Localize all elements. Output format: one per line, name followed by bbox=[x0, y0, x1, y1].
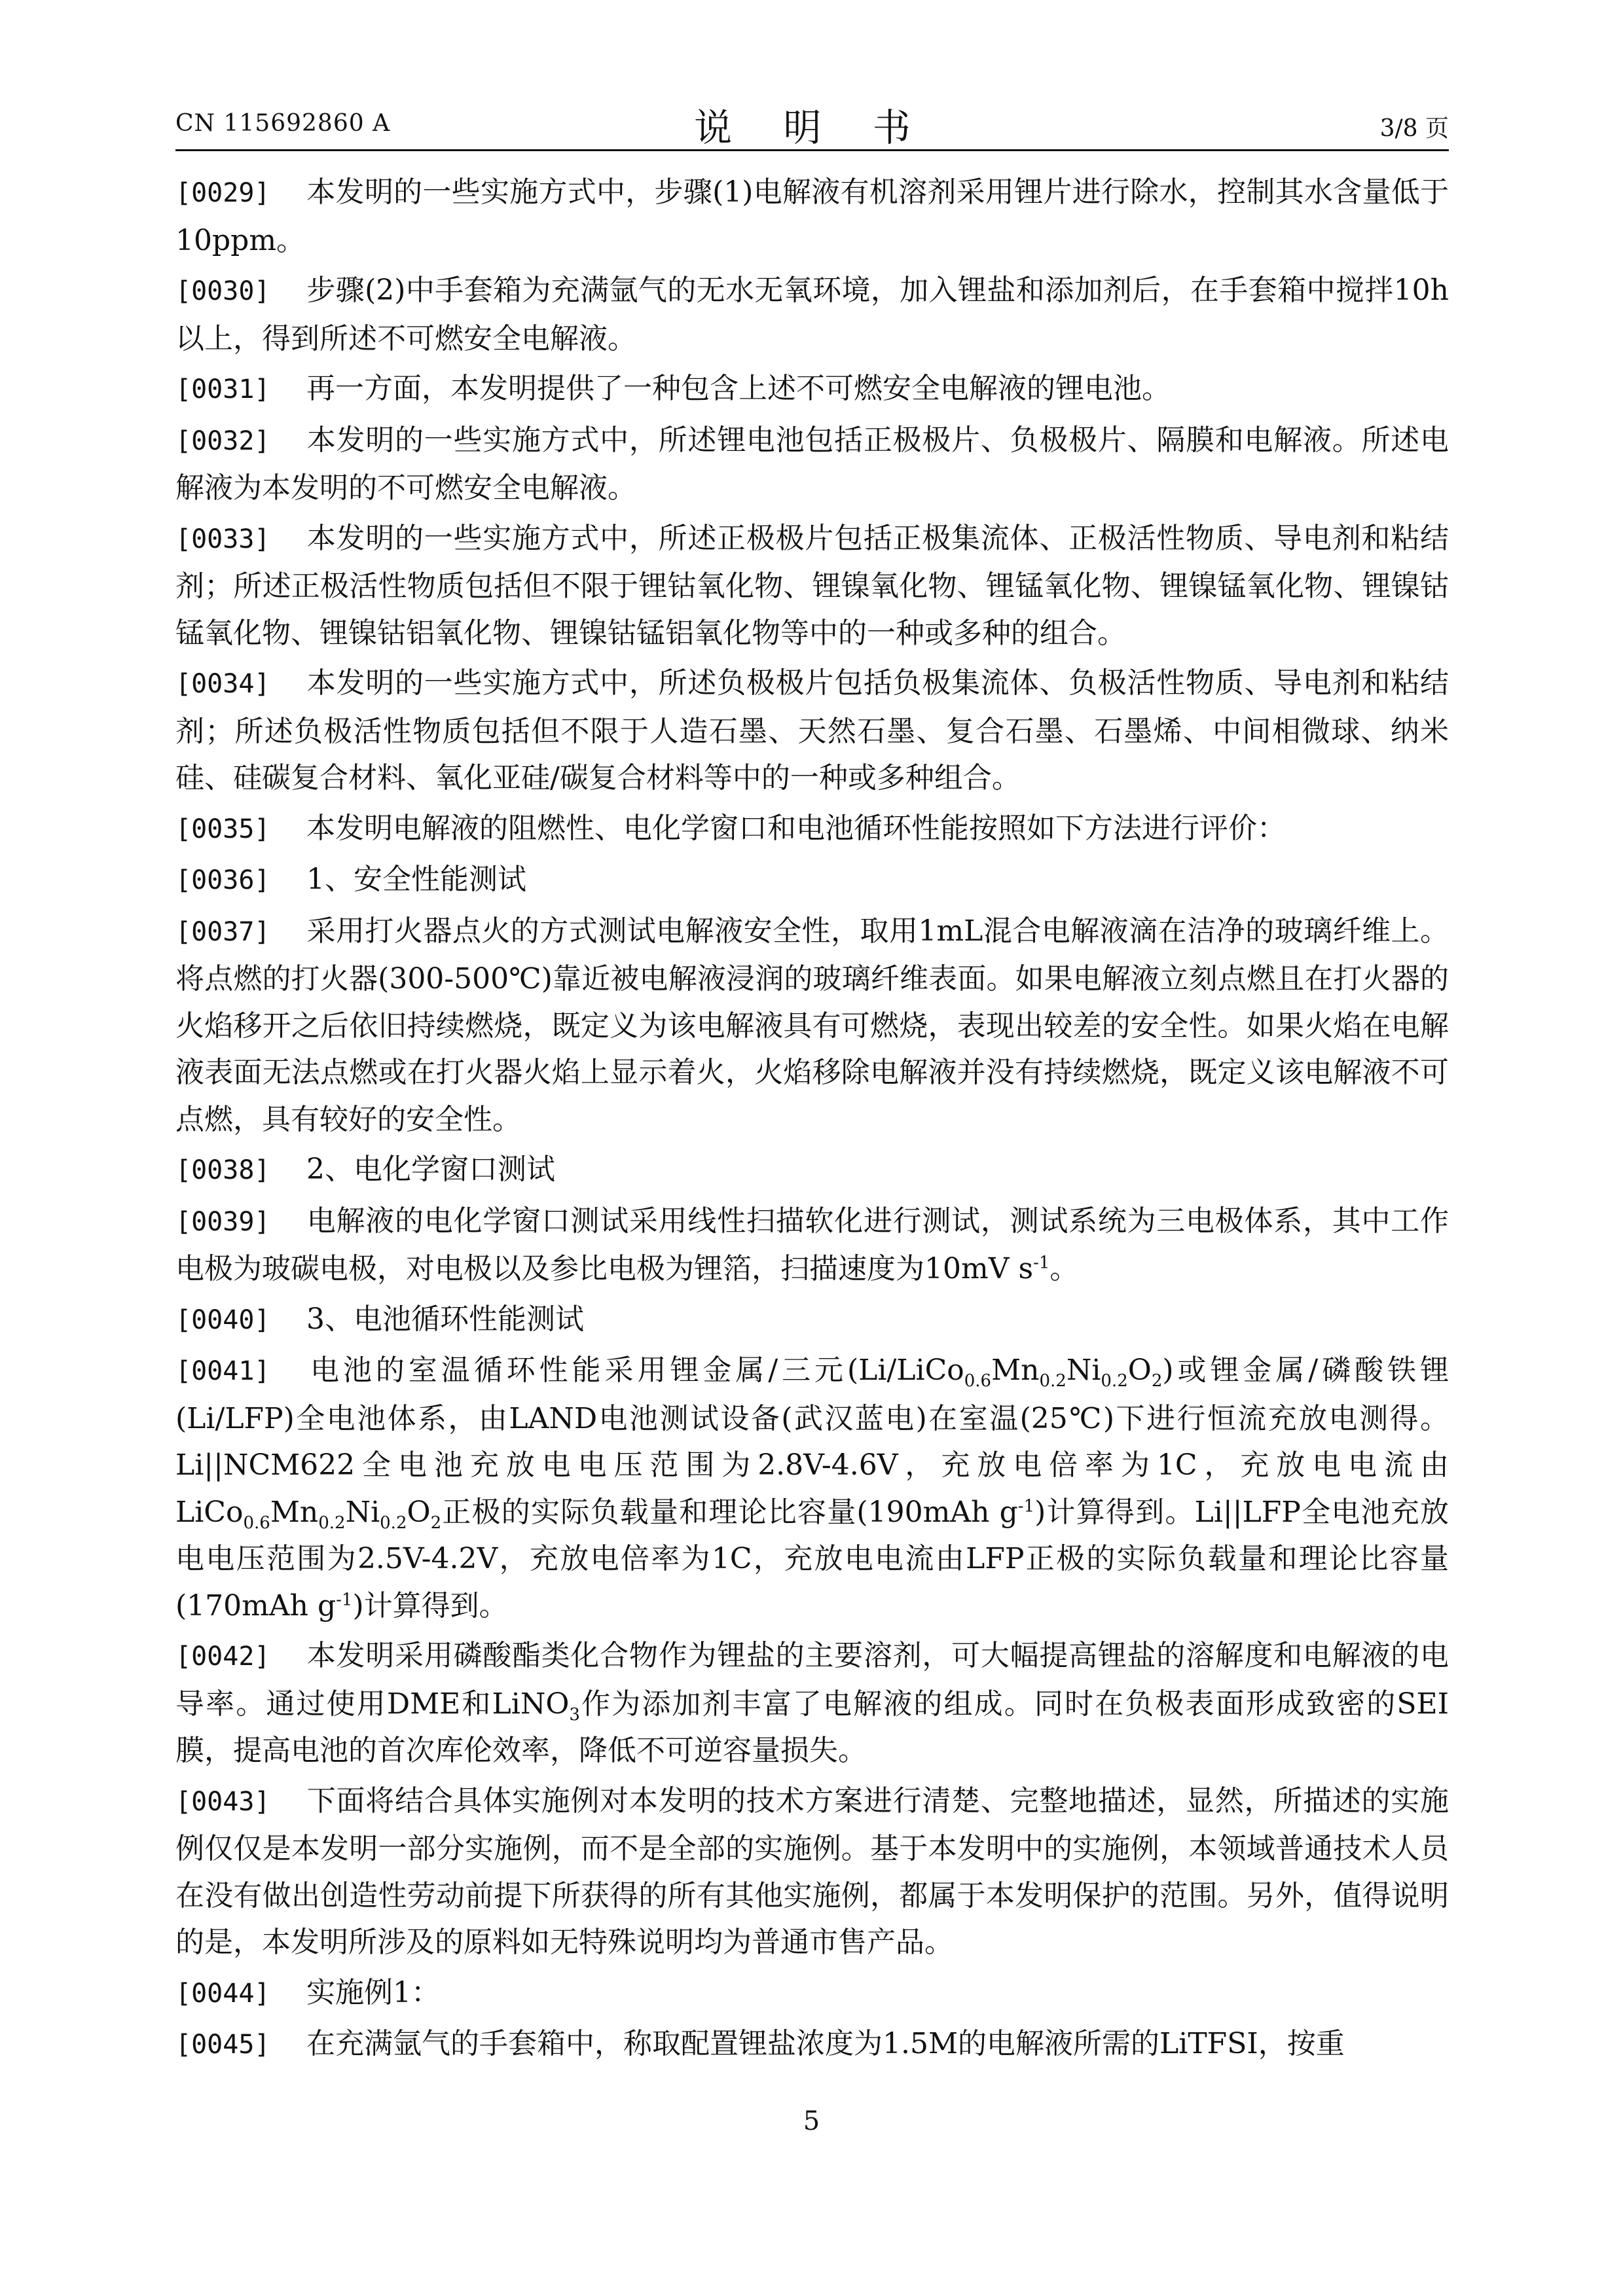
paragraph-number: [0041] bbox=[175, 1356, 270, 1386]
paragraph-text: 本发明的一些实施方式中，所述负极极片包括负极集流体、负极活性物质、导电剂和粘结剂；所述负极活性物质包括但不限于人造石墨、天然石墨、复合石墨、石墨烯、中间相微球、纳米硅、硅碳复合材料、氧化亚硅/碳复合材料等中的一种或多种组合。 bbox=[175, 666, 1449, 795]
paragraph-0043 bbox=[175, 1778, 1449, 1966]
paragraph-number: [0031] bbox=[175, 374, 270, 404]
paragraph-0041 bbox=[175, 1347, 1449, 1629]
paragraph-number: [0032] bbox=[175, 425, 270, 456]
paragraph-text: 下面将结合具体实施例对本发明的技术方案进行清楚、完整地描述，显然，所描述的实施例仅仅是本发明一部分实施例，而不是全部的实施例。基于本发明中的实施例，本领域普通技术人员在没有做出创造性劳动前提下所获得的所有其他实施例，都属于本发明保护的范围。另外，值得说明的是，本发明所涉及的原料如无特殊说明均为普通市售产品。 bbox=[175, 1784, 1449, 1959]
paragraph-number: [0039] bbox=[175, 1206, 270, 1237]
paragraph-0038 bbox=[175, 1146, 1449, 1194]
page-number: 5 bbox=[803, 2106, 820, 2136]
paragraph-number: [0034] bbox=[175, 669, 270, 699]
paragraph-text: 再一方面，本发明提供了一种包含上述不可燃安全电解液的锂电池。 bbox=[306, 372, 1171, 405]
paragraph-0045 bbox=[175, 2020, 1449, 2069]
paragraph-text: 本发明的一些实施方式中，所述锂电池包括正极极片、负极极片、隔膜和电解液。所述电解液为本发明的不可燃安全电解液。 bbox=[175, 423, 1449, 505]
paragraph-number: [0044] bbox=[175, 1978, 270, 2009]
paragraph-text: 本发明电解液的阻燃性、电化学窗口和电池循环性能按照如下方法进行评价： bbox=[306, 811, 1286, 845]
page-header bbox=[175, 97, 1449, 149]
paragraph-text: 本发明的一些实施方式中，步骤(1)电解液有机溶剂采用锂片进行除水，控制其水含量低于10ppm。 bbox=[175, 175, 1449, 257]
section-heading: 2、电化学窗口测试 bbox=[306, 1153, 555, 1186]
paragraph-number: [0045] bbox=[175, 2030, 270, 2060]
paragraph-number: [0037] bbox=[175, 916, 270, 947]
paragraph-number: [0038] bbox=[175, 1155, 270, 1185]
paragraph-0039 bbox=[175, 1198, 1449, 1293]
paragraph-0044 bbox=[175, 1969, 1449, 2018]
paragraph-0029 bbox=[175, 169, 1449, 264]
paragraph-number: [0042] bbox=[175, 1641, 270, 1672]
paragraph-text: 本发明采用磷酸酯类化合物作为锂盐的主要溶剂，可大幅提高锂盐的溶解度和电解液的电导率。通过使用DME和LiNO$_3$作为添加剂丰富了电解液的组成。同时在负极表面形成致密的SEI膜，提高电池的首次库伦效率，降低不可逆容量损失。 bbox=[175, 1639, 1449, 1767]
paragraph-text: 本发明的一些实施方式中，所述正极极片包括正极集流体、正极活性物质、导电剂和粘结剂；所述正极活性物质包括但不限于锂钴氧化物、锂镍氧化物、锂锰氧化物、锂镍锰氧化物、锂镍钴锰氧化物、锂镍钴铝氧化物、锂镍钴锰铝氧化物等中的一种或多种的组合。 bbox=[175, 521, 1449, 650]
paragraph-number: [0035] bbox=[175, 814, 270, 844]
paragraph-number: [0033] bbox=[175, 524, 270, 554]
paragraph-0040 bbox=[175, 1296, 1449, 1344]
header-rule bbox=[175, 149, 1449, 151]
page-indicator: 3/8 页 bbox=[1379, 115, 1449, 142]
paragraph-0037 bbox=[175, 908, 1449, 1143]
publication-number: CN 115692860 A bbox=[175, 110, 391, 137]
section-heading: 实施例1： bbox=[306, 1975, 440, 2009]
paragraph-text: 采用打火器点火的方式测试电解液安全性，取用1mL混合电解液滴在洁净的玻璃纤维上。将点燃的打火器(300-500℃)靠近被电解液浸润的玻璃纤维表面。如果电解液立刻点燃且在打火器的火焰移开之后依旧持续燃烧，既定义为该电解液具有可燃烧，表现出较差的安全性。如果火焰在电解液表面无法点燃或在打火器火焰上显示着火，火焰移除电解液并没有持续燃烧，既定义该电解液不可点燃，具有较好的安全性。 bbox=[175, 914, 1449, 1136]
paragraph-0032 bbox=[175, 417, 1449, 512]
paragraph-text: 步骤(2)中手套箱为充满氩气的无水无氧环境，加入锂盐和添加剂后，在手套箱中搅拌10h以上，得到所述不可燃安全电解液。 bbox=[175, 274, 1449, 355]
paragraph-0033 bbox=[175, 515, 1449, 657]
paragraph-number: [0040] bbox=[175, 1304, 270, 1335]
paragraph-0036 bbox=[175, 856, 1449, 905]
paragraph-0031 bbox=[175, 365, 1449, 414]
paragraph-text: 电解液的电化学窗口测试采用线性扫描软化进行测试，测试系统为三电极体系，其中工作电极为玻碳电极，对电极以及参比电极为锂箔，扫描速度为10mV $s^{-1}$。 bbox=[175, 1204, 1449, 1285]
paragraph-text: 在充满氩气的手套箱中，称取配置锂盐浓度为1.5M的电解液所需的LiTFSI，按重 bbox=[306, 2027, 1345, 2060]
paragraph-number: [0029] bbox=[175, 178, 270, 208]
paragraph-0035 bbox=[175, 805, 1449, 853]
section-heading: 1、安全性能测试 bbox=[306, 863, 526, 896]
paragraph-text: 电池的室温循环性能采用锂金属/三元$(Li/LiCo_{0.6}Mn_{0.2}Ni_{0.2}O_2)$或锂金属/磷酸铁锂(Li/LFP)全电池体系，由LAND电池测试设备(武汉蓝电)在室温(25℃)下进行恒流充放电测得。Li||NCM622全电池充放电电压范围为2.8V-4.6V，充放电倍率为1C，充放电电流由$LiCo_{0.6}Mn_{0.2}Ni_{0.2}O_2$正极的实际负载量和理论比容量(190mAh $g^{-1}$)计算得到。Li||LFP全电池充放电电压范围为2.5V-4.2V，充放电倍率为1C，充放电电流由LFP正极的实际负载量和理论比容量(170mAh $g^{-1}$)计算得到。 bbox=[175, 1354, 1449, 1623]
paragraph-0034 bbox=[175, 660, 1449, 802]
paragraph-number: [0036] bbox=[175, 865, 270, 895]
paragraph-0042 bbox=[175, 1632, 1449, 1774]
paragraph-number: [0030] bbox=[175, 276, 270, 306]
document-title: 说 明 书 bbox=[694, 105, 930, 150]
document-body bbox=[175, 169, 1449, 2072]
paragraph-number: [0043] bbox=[175, 1786, 270, 1817]
section-heading: 3、电池循环性能测试 bbox=[306, 1302, 584, 1336]
paragraph-0030 bbox=[175, 267, 1449, 362]
